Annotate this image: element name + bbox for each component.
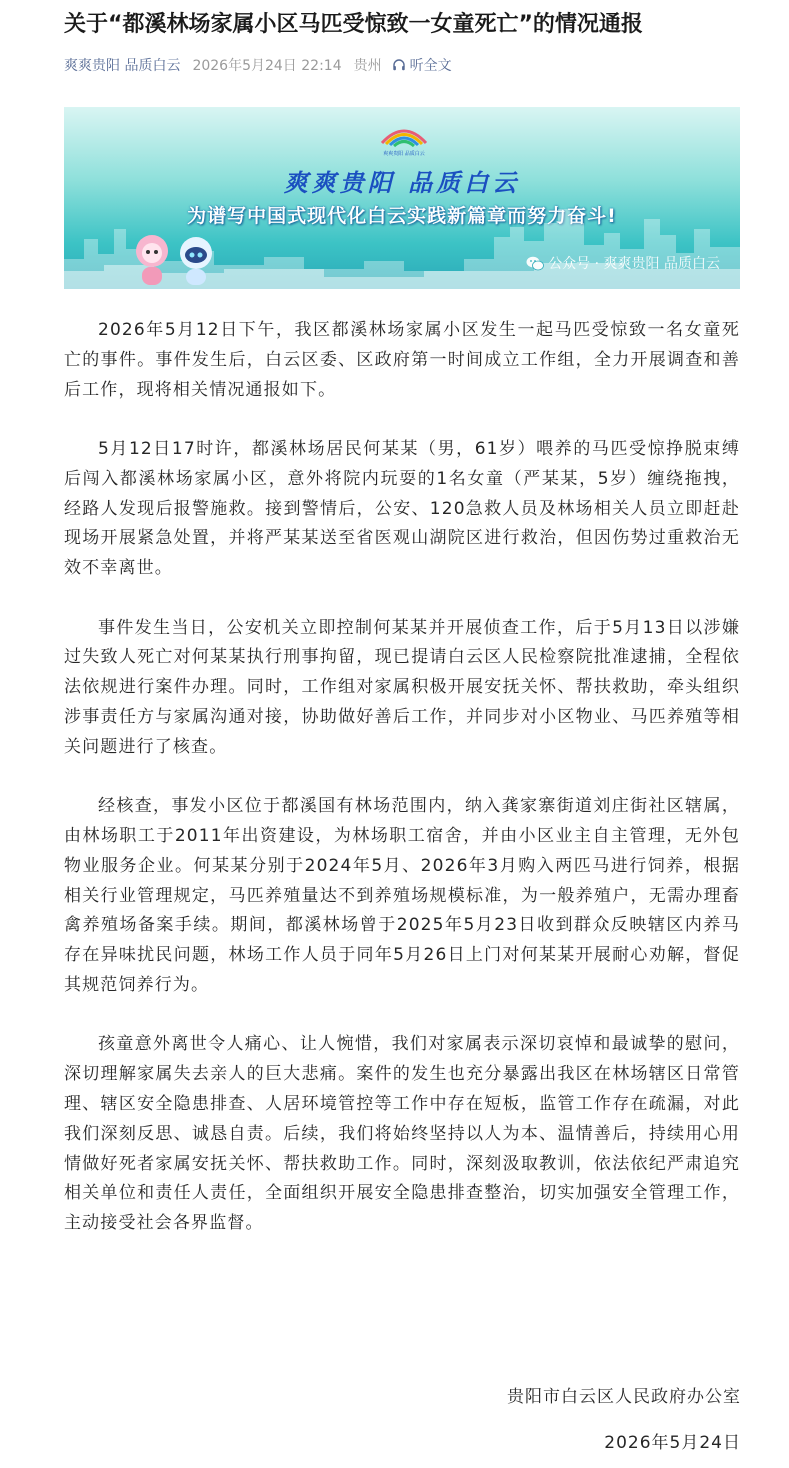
svg-text:爽爽贵阳 品质白云: 爽爽贵阳 品质白云 xyxy=(383,151,425,157)
wechat-icon xyxy=(526,256,544,271)
account-name-link[interactable]: 爽爽贵阳 品质白云 xyxy=(64,58,181,74)
publish-date: 2026年5月24日 22:14 xyxy=(192,58,342,74)
banner-watermark xyxy=(526,253,720,273)
paragraph: 2026年5月12日下午，我区都溪林场家属小区发生一起马匹受惊致一名女童死亡的事件。事件发生后，白云区委、区政府第一时间成立工作组，全力开展调查和善后工作，现将相关情况通报如下。 xyxy=(64,320,740,400)
article-meta xyxy=(64,54,452,76)
paragraph: 孩童意外离世令人痛心、让人惋惜，我们对家属表示深切哀悼和最诚挚的慰问，深切理解家属失去亲人的巨大悲痛。案件的发生也充分暴露出我区在林场辖区日常管理、辖区安全隐患排查、人居环境管控等工作中存在短板，监管工作存在疏漏，对此我们深刻反思、诚恳自责。后续，我们将始终坚持以人为本、温情善后，持续用心用情做好死者家属安抚关怀、帮扶救助工作。同时，深刻汲取教训，依法依纪严肃追究相关单位和责任人责任，全面组织开展安全隐患排查整治，切实加强安全管理工作，主动接受社会各界监督。 xyxy=(64,1034,740,1234)
signature-org: 贵阳市白云区人民政府办公室 xyxy=(507,1387,741,1407)
signature-date: 2026年5月24日 xyxy=(604,1433,741,1453)
banner-slogan: 爽爽贵阳 品质白云 xyxy=(283,168,521,197)
headphones-icon xyxy=(392,58,406,72)
article-body xyxy=(64,316,740,1268)
header-banner xyxy=(64,107,740,289)
paragraph: 事件发生当日，公安机关立即控制何某某并开展侦查工作，后于5月13日以涉嫌过失致人死亡对何某某执行刑事拘留，现已提请白云区人民检察院批准逮捕，全程依法依规进行案件办理。同时，工作组对家属积极开展安抚关怀、帮扶救助，牵头组织涉事责任方与家属沟通对接，协助做好善后工作，并同步对小区物业、马匹养殖等相关问题进行了核查。 xyxy=(64,617,740,757)
paragraph: 经核查，事发小区位于都溪国有林场范围内，纳入龚家寨街道刘庄街社区辖属，由林场职工于2011年出资建设，为林场职工宿舍，并由小区业主自主管理，无外包物业服务企业。何某某分别于2024年5月、2026年3月购入两匹马进行饲养，根据相关行业管理规定，马匹养殖量达不到养殖场规模标准，为一般养殖户，无需办理畜禽养殖场备案手续。期间，都溪林场曾于2025年5月23日收到群众反映辖区内养马存在异味扰民问题，林场工作人员于同年5月26日上门对何某某开展耐心劝解，督促其规范饲养行为。 xyxy=(64,796,740,995)
watermark-label: 公众号 · 爽爽贵阳 品质白云 xyxy=(548,256,720,272)
article-title: 关于“都溪林场家属小区马匹受惊致一女童死亡”的情况通报 xyxy=(64,12,643,37)
mascot-characters-icon xyxy=(126,229,222,287)
listen-label: 听全文 xyxy=(409,58,452,74)
brand-logo-icon xyxy=(374,117,434,157)
publish-location: 贵州 xyxy=(353,58,382,74)
signature-block xyxy=(507,1374,741,1466)
banner-subline: 为谱写中国式现代化白云实践新篇章而努力奋斗! xyxy=(187,205,617,227)
listen-button[interactable] xyxy=(392,55,452,75)
paragraph: 5月12日17时许，都溪林场居民何某某（男，61岁）喂养的马匹受惊挣脱束缚后闯入都溪林场家属小区，意外将院内玩耍的1名女童（严某某，5岁）缠绕拖拽，经路人发现后报警施救。接到警情后，公安、120急救人员及林场相关人员立即赶赴现场开展紧急处置，并将严某某送至省医观山湖院区进行救治，但因伤势过重救治无效不幸离世。 xyxy=(64,438,740,579)
